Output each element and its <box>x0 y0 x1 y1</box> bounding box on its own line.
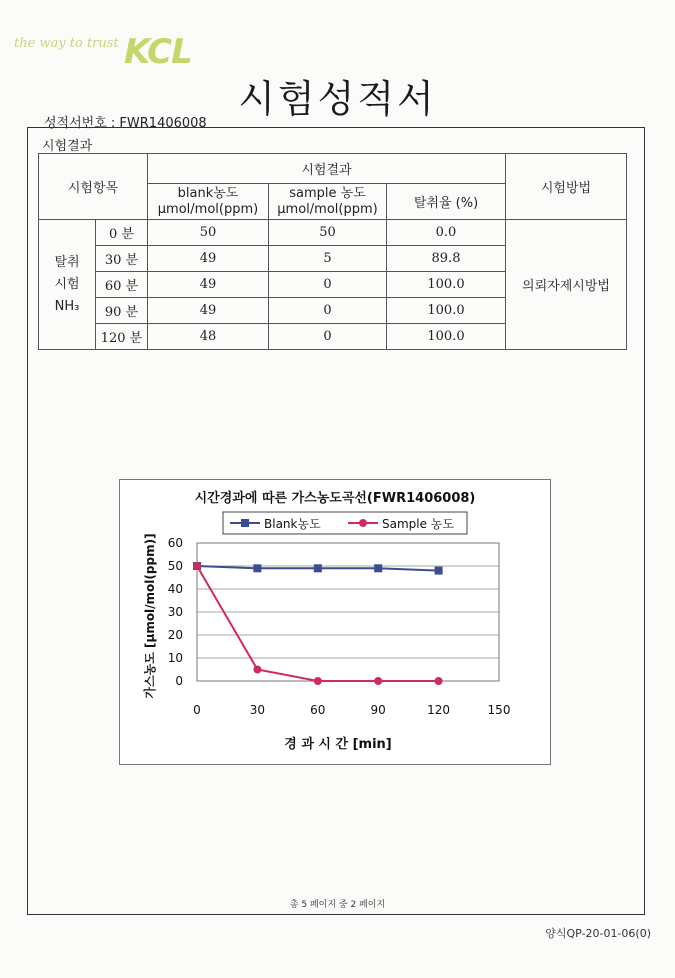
header-blank-label: blank농도 <box>177 185 239 201</box>
test-method-cell: 의뢰자제시방법 <box>506 220 627 350</box>
chart-gridlines <box>197 543 499 658</box>
test-name-cell <box>39 220 96 350</box>
legend-sample-label: Sample 농도 <box>382 517 454 531</box>
logo-tagline: the way to trust <box>14 36 119 51</box>
y-axis-ticks <box>168 536 183 688</box>
x-tick-label: 0 <box>193 703 201 717</box>
page-footer: 총 5 페이지 중 2 페이지 <box>289 900 386 910</box>
row-rate: 0.0 <box>387 220 506 246</box>
row-sample: 0 <box>269 324 387 350</box>
series-line <box>197 566 439 681</box>
row-time: 90 분 <box>96 298 148 324</box>
row-sample: 0 <box>269 298 387 324</box>
row-sample: 0 <box>269 272 387 298</box>
row-time: 0 분 <box>96 220 148 246</box>
row-blank: 48 <box>148 324 269 350</box>
y-tick-label: 50 <box>167 559 183 573</box>
row-rate: 100.0 <box>387 298 506 324</box>
x-tick-label: 30 <box>249 703 266 717</box>
legend-blank-marker <box>241 519 249 527</box>
header-sample-unit: µmol/mol(ppm) <box>277 201 378 217</box>
legend-blank-label: Blank농도 <box>264 517 321 531</box>
y-tick-label: 10 <box>167 651 183 665</box>
test-name-line3: NH₃ <box>54 298 80 314</box>
data-point-blank <box>374 564 382 572</box>
header-blank <box>148 184 269 220</box>
data-point-sample <box>435 677 443 685</box>
y-tick-label: 30 <box>167 605 183 619</box>
row-blank: 49 <box>148 246 269 272</box>
x-tick-label: 60 <box>310 703 326 717</box>
row-blank: 50 <box>148 220 269 246</box>
form-number: 양식QP-20-01-06(0) <box>545 927 651 940</box>
x-axis-label: 경 과 시 간 [min] <box>284 737 392 752</box>
data-point-sample <box>314 677 322 685</box>
row-blank: 49 <box>148 298 269 324</box>
x-axis-ticks <box>193 703 510 717</box>
chart-title: 시간경과에 따른 가스농도곡선(FWR1406008) <box>194 491 476 506</box>
x-tick-label: 120 <box>427 703 451 717</box>
y-tick-label: 20 <box>167 628 183 642</box>
row-sample: 50 <box>269 220 387 246</box>
results-table <box>38 153 627 350</box>
header-test-result: 시험결과 <box>148 154 506 184</box>
data-point-sample <box>193 562 201 570</box>
chart-series <box>193 562 443 685</box>
section-label: 시험결과 <box>42 139 93 154</box>
chart-svg <box>120 480 550 764</box>
legend-sample-marker <box>359 519 367 527</box>
header-sample <box>269 184 387 220</box>
data-point-blank <box>253 564 261 572</box>
data-point-sample <box>374 677 382 685</box>
test-name-line1: 탈취 <box>54 254 80 270</box>
row-time: 120 분 <box>96 324 148 350</box>
row-time: 30 분 <box>96 246 148 272</box>
data-point-sample <box>253 666 261 674</box>
concentration-chart <box>119 479 551 765</box>
header-blank-unit: µmol/mol(ppm) <box>157 201 259 217</box>
y-tick-label: 40 <box>167 582 183 596</box>
header-removal-rate: 탈취율 (%) <box>387 184 506 220</box>
report-number: 성적서번호 : FWR1406008 <box>44 116 207 131</box>
page-title: 시험성적서 <box>238 77 437 121</box>
x-tick-label: 90 <box>370 703 386 717</box>
y-tick-label: 60 <box>167 536 183 550</box>
logo-brand: KCL <box>124 32 192 72</box>
data-point-blank <box>435 567 443 575</box>
chart-legend <box>223 512 467 534</box>
y-axis-label: 가스농도 [µmol/mol(ppm)] <box>143 533 157 699</box>
header-test-item: 시험항목 <box>39 154 148 220</box>
data-point-blank <box>314 564 322 572</box>
y-tick-label: 0 <box>175 674 183 688</box>
header-sample-label: sample 농도 <box>289 185 366 201</box>
row-sample: 5 <box>269 246 387 272</box>
row-rate: 100.0 <box>387 272 506 298</box>
header-test-method: 시험방법 <box>506 154 627 220</box>
row-time: 60 분 <box>96 272 148 298</box>
test-name-line2: 시험 <box>54 276 80 292</box>
row-blank: 49 <box>148 272 269 298</box>
row-rate: 100.0 <box>387 324 506 350</box>
x-tick-label: 150 <box>487 703 511 717</box>
row-rate: 89.8 <box>387 246 506 272</box>
